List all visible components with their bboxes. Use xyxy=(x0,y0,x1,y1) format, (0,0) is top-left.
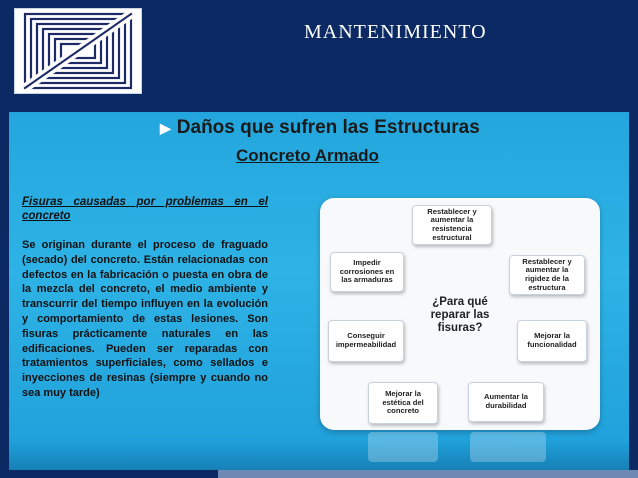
diagram-item: Mejorar la estética del concreto xyxy=(368,382,438,424)
diagram-item: Aumentar la durabilidad xyxy=(468,382,544,422)
diagram-item: Restablecer y aumentar la rigidez de la estructura xyxy=(509,255,585,295)
slide-subtitle xyxy=(160,117,480,139)
left-body: Se originan durante el proceso de fraguado (secado) del concreto. Están relacionadas con defectos en la fabricación o puesta en obra de la mezcla del concreto, el medio ambiente y transcurrir del tiempo influyen en la evolución y comportamiento de estas lesiones. Son fisuras prácticamente naturales en las edificaciones. Pueden ser reparadas con tratamientos superficiales, como sellados e inyecciones de resinas (siempre y cuando no sea muy tarde) xyxy=(22,239,268,399)
triangle-bullet-icon: ▶ xyxy=(160,120,171,136)
logo xyxy=(14,8,142,94)
header-bar xyxy=(0,0,638,112)
subtitle-text: Daños que sufren las Estructuras xyxy=(176,117,480,138)
diagram-item: Mejorar la funcionalidad xyxy=(517,320,587,362)
page-title: MANTENIMIENTO xyxy=(304,21,487,43)
left-title: Fisuras causadas por problemas en el concreto xyxy=(22,196,268,222)
bottom-bar xyxy=(0,470,638,478)
diagram-reflection xyxy=(362,432,562,468)
cycle-diagram xyxy=(320,198,600,430)
section-heading: Concreto Armado xyxy=(236,146,379,165)
diagram-item: Conseguir impermeabilidad xyxy=(328,320,404,362)
diagram-item: Impedir corrosiones en las armaduras xyxy=(330,252,404,292)
diagram-center-question: ¿Para qué reparar las fisuras? xyxy=(430,296,490,334)
diagram-item: Restablecer y aumentar la resistencia estructural xyxy=(412,205,492,245)
